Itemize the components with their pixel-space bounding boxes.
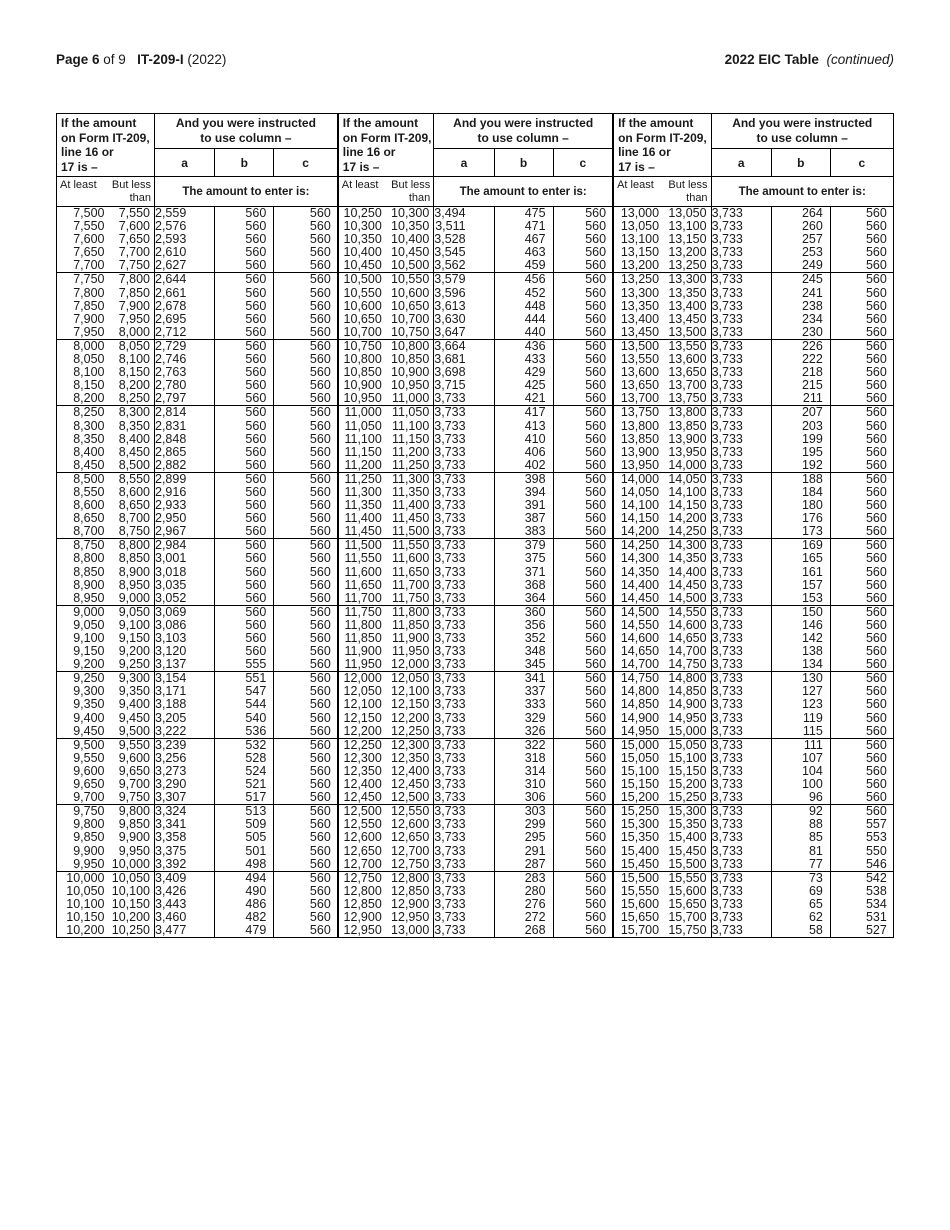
cell-a: 3,239 3,256 3,273 3,290 3,307 — [155, 738, 215, 804]
amount-to-enter-1: The amount to enter is: — [434, 177, 613, 207]
cell-c: 560 560 560 560 560 — [553, 339, 613, 405]
cell-a: 3,733 3,733 3,733 3,733 3,733 — [711, 871, 771, 937]
amount-header-1: If the amount on Form IT-209, line 16 or 17 is – — [338, 114, 434, 177]
cell-c: 560 560 560 560 560 — [274, 207, 338, 273]
cell-b: 560 560 560 560 560 — [215, 472, 274, 538]
range-subheader-0: At least But less than — [57, 177, 155, 207]
cell-at-least: 10,250 10,300 10,350 10,400 10,450 — [338, 207, 386, 273]
table-row — [57, 738, 894, 804]
cell-at-least: 13,500 13,550 13,600 13,650 13,700 — [613, 339, 663, 405]
cell-at-least: 14,000 14,050 14,100 14,150 14,200 — [613, 472, 663, 538]
cell-at-least: 12,750 12,800 12,850 12,900 12,950 — [338, 871, 386, 937]
cell-c: 560 560 560 560 560 — [553, 672, 613, 738]
cell-at-least: 13,000 13,050 13,100 13,150 13,200 — [613, 207, 663, 273]
cell-c: 560 560 560 560 560 — [274, 738, 338, 804]
column-c-header-2: c — [830, 149, 893, 177]
cell-a: 3,733 3,733 3,733 3,733 3,733 — [434, 539, 494, 605]
cell-c: 560 560 560 560 560 — [830, 738, 893, 804]
cell-b: 341 337 333 329 326 — [494, 672, 553, 738]
cell-at-least: 8,750 8,800 8,850 8,900 8,950 — [57, 539, 109, 605]
cell-b: 456 452 448 444 440 — [494, 273, 553, 339]
table-row — [57, 339, 894, 405]
column-a-header-0: a — [155, 149, 215, 177]
cell-at-least: 15,500 15,550 15,600 15,650 15,700 — [613, 871, 663, 937]
cell-b: 73 69 65 62 58 — [771, 871, 830, 937]
cell-but-less: 9,300 9,350 9,400 9,450 9,500 — [109, 672, 155, 738]
cell-b: 92 88 85 81 77 — [771, 805, 830, 871]
cell-a: 3,733 3,733 3,733 3,733 3,733 — [711, 805, 771, 871]
cell-a: 3,733 3,733 3,733 3,733 3,733 — [711, 738, 771, 804]
cell-but-less: 14,800 14,850 14,900 14,950 15,000 — [663, 672, 711, 738]
cell-b: 264 260 257 253 249 — [771, 207, 830, 273]
table-row — [57, 472, 894, 538]
cell-a: 3,154 3,171 3,188 3,205 3,222 — [155, 672, 215, 738]
cell-c: 560 560 560 560 560 — [830, 207, 893, 273]
cell-at-least: 14,750 14,800 14,850 14,900 14,950 — [613, 672, 663, 738]
table-title: 2022 EIC Table (continued) — [724, 52, 894, 67]
cell-c: 560 560 560 560 560 — [274, 805, 338, 871]
cell-at-least: 15,000 15,050 15,100 15,150 15,200 — [613, 738, 663, 804]
column-a-header-2: a — [711, 149, 771, 177]
cell-a: 2,729 2,746 2,763 2,780 2,797 — [155, 339, 215, 405]
amount-to-enter-2: The amount to enter is: — [711, 177, 893, 207]
cell-at-least: 12,500 12,550 12,600 12,650 12,700 — [338, 805, 386, 871]
cell-at-least: 7,750 7,800 7,850 7,900 7,950 — [57, 273, 109, 339]
amount-to-enter-0: The amount to enter is: — [155, 177, 338, 207]
cell-a: 3,733 3,733 3,733 3,733 3,733 — [711, 406, 771, 472]
cell-a: 3,733 3,733 3,733 3,733 3,733 — [434, 605, 494, 671]
cell-but-less: 15,050 15,100 15,150 15,200 15,250 — [663, 738, 711, 804]
cell-c: 560 560 560 560 560 — [553, 605, 613, 671]
cell-but-less: 11,050 11,100 11,150 11,200 11,250 — [386, 406, 434, 472]
cell-but-less: 9,800 9,850 9,900 9,950 10,000 — [109, 805, 155, 871]
cell-but-less: 9,050 9,100 9,150 9,200 9,250 — [109, 605, 155, 671]
cell-c: 560 560 560 560 560 — [830, 472, 893, 538]
cell-but-less: 14,300 14,350 14,400 14,450 14,500 — [663, 539, 711, 605]
cell-but-less: 13,300 13,350 13,400 13,450 13,500 — [663, 273, 711, 339]
cell-c: 560 560 560 560 560 — [274, 273, 338, 339]
instructed-header-1: And you were instructed to use column – — [434, 114, 613, 149]
cell-but-less: 13,550 13,600 13,650 13,700 13,750 — [663, 339, 711, 405]
column-b-header-2: b — [771, 149, 830, 177]
cell-at-least: 15,250 15,300 15,350 15,400 15,450 — [613, 805, 663, 871]
cell-b: 532 528 524 521 517 — [215, 738, 274, 804]
cell-at-least: 12,250 12,300 12,350 12,400 12,450 — [338, 738, 386, 804]
cell-at-least: 9,000 9,050 9,100 9,150 9,200 — [57, 605, 109, 671]
cell-at-least: 9,250 9,300 9,350 9,400 9,450 — [57, 672, 109, 738]
cell-a: 3,664 3,681 3,698 3,715 3,733 — [434, 339, 494, 405]
cell-c: 560 557 553 550 546 — [830, 805, 893, 871]
cell-c: 560 560 560 560 560 — [274, 539, 338, 605]
instructed-header-2: And you were instructed to use column – — [711, 114, 893, 149]
column-b-header-0: b — [215, 149, 274, 177]
cell-but-less: 8,050 8,100 8,150 8,200 8,250 — [109, 339, 155, 405]
cell-a: 3,494 3,511 3,528 3,545 3,562 — [434, 207, 494, 273]
cell-but-less: 15,550 15,600 15,650 15,700 15,750 — [663, 871, 711, 937]
cell-b: 560 560 560 560 560 — [215, 273, 274, 339]
cell-c: 560 560 560 560 560 — [830, 273, 893, 339]
cell-b: 494 490 486 482 479 — [215, 871, 274, 937]
cell-b: 245 241 238 234 230 — [771, 273, 830, 339]
cell-but-less: 13,800 13,850 13,900 13,950 14,000 — [663, 406, 711, 472]
cell-a: 3,733 3,733 3,733 3,733 3,733 — [711, 605, 771, 671]
cell-b: 436 433 429 425 421 — [494, 339, 553, 405]
cell-b: 188 184 180 176 173 — [771, 472, 830, 538]
column-c-header-1: c — [553, 149, 613, 177]
cell-at-least: 12,000 12,050 12,100 12,150 12,200 — [338, 672, 386, 738]
form-id: IT-209-I — [137, 52, 184, 67]
column-a-header-1: a — [434, 149, 494, 177]
cell-c: 560 560 560 560 560 — [274, 406, 338, 472]
cell-b: 322 318 314 310 306 — [494, 738, 553, 804]
cell-b: 130 127 123 119 115 — [771, 672, 830, 738]
range-subheader-1: At least But less than — [338, 177, 434, 207]
cell-but-less: 7,550 7,600 7,650 7,700 7,750 — [109, 207, 155, 273]
cell-b: 513 509 505 501 498 — [215, 805, 274, 871]
cell-b: 207 203 199 195 192 — [771, 406, 830, 472]
cell-b: 560 560 560 560 560 — [215, 207, 274, 273]
cell-b: 475 471 467 463 459 — [494, 207, 553, 273]
column-c-header-0: c — [274, 149, 338, 177]
table-row — [57, 207, 894, 273]
cell-a: 3,069 3,086 3,103 3,120 3,137 — [155, 605, 215, 671]
cell-but-less: 12,800 12,850 12,900 12,950 13,000 — [386, 871, 434, 937]
cell-c: 560 560 560 560 560 — [553, 871, 613, 937]
page-header — [56, 52, 894, 72]
table-row — [57, 406, 894, 472]
cell-b: 551 547 544 540 536 — [215, 672, 274, 738]
cell-at-least: 8,000 8,050 8,100 8,150 8,200 — [57, 339, 109, 405]
cell-at-least: 9,750 9,800 9,850 9,900 9,950 — [57, 805, 109, 871]
cell-c: 560 560 560 560 560 — [553, 207, 613, 273]
cell-at-least: 11,750 11,800 11,850 11,900 11,950 — [338, 605, 386, 671]
cell-at-least: 11,000 11,050 11,100 11,150 11,200 — [338, 406, 386, 472]
cell-but-less: 7,800 7,850 7,900 7,950 8,000 — [109, 273, 155, 339]
table-row — [57, 805, 894, 871]
cell-a: 3,733 3,733 3,733 3,733 3,733 — [434, 472, 494, 538]
cell-but-less: 14,050 14,100 14,150 14,200 14,250 — [663, 472, 711, 538]
cell-c: 560 560 560 560 560 — [830, 605, 893, 671]
cell-b: 560 560 560 560 560 — [215, 539, 274, 605]
cell-at-least: 13,750 13,800 13,850 13,900 13,950 — [613, 406, 663, 472]
cell-at-least: 11,500 11,550 11,600 11,650 11,700 — [338, 539, 386, 605]
cell-b: 360 356 352 348 345 — [494, 605, 553, 671]
cell-at-least: 8,250 8,300 8,350 8,400 8,450 — [57, 406, 109, 472]
cell-at-least: 10,000 10,050 10,100 10,150 10,200 — [57, 871, 109, 937]
cell-b: 398 394 391 387 383 — [494, 472, 553, 538]
cell-a: 2,984 3,001 3,018 3,035 3,052 — [155, 539, 215, 605]
cell-a: 3,733 3,733 3,733 3,733 3,733 — [711, 273, 771, 339]
cell-a: 3,579 3,596 3,613 3,630 3,647 — [434, 273, 494, 339]
cell-c: 560 560 560 560 560 — [274, 339, 338, 405]
cell-c: 560 560 560 560 560 — [274, 672, 338, 738]
cell-at-least: 9,500 9,550 9,600 9,650 9,700 — [57, 738, 109, 804]
cell-c: 560 560 560 560 560 — [274, 871, 338, 937]
column-b-header-1: b — [494, 149, 553, 177]
cell-c: 560 560 560 560 560 — [830, 672, 893, 738]
cell-b: 379 375 371 368 364 — [494, 539, 553, 605]
cell-a: 2,559 2,576 2,593 2,610 2,627 — [155, 207, 215, 273]
cell-b: 169 165 161 157 153 — [771, 539, 830, 605]
cell-a: 3,409 3,426 3,443 3,460 3,477 — [155, 871, 215, 937]
cell-a: 3,733 3,733 3,733 3,733 3,733 — [434, 406, 494, 472]
instructed-header-0: And you were instructed to use column – — [155, 114, 338, 149]
cell-a: 2,644 2,661 2,678 2,695 2,712 — [155, 273, 215, 339]
eic-table — [56, 113, 894, 938]
cell-a: 3,733 3,733 3,733 3,733 3,733 — [711, 672, 771, 738]
cell-but-less: 15,300 15,350 15,400 15,450 15,500 — [663, 805, 711, 871]
cell-a: 2,814 2,831 2,848 2,865 2,882 — [155, 406, 215, 472]
cell-b: 226 222 218 215 211 — [771, 339, 830, 405]
cell-b: 560 560 560 560 560 — [215, 406, 274, 472]
cell-but-less: 14,550 14,600 14,650 14,700 14,750 — [663, 605, 711, 671]
cell-but-less: 11,800 11,850 11,900 11,950 12,000 — [386, 605, 434, 671]
table-row — [57, 273, 894, 339]
cell-b: 150 146 142 138 134 — [771, 605, 830, 671]
cell-at-least: 14,500 14,550 14,600 14,650 14,700 — [613, 605, 663, 671]
cell-c: 560 560 560 560 560 — [830, 339, 893, 405]
cell-c: 560 560 560 560 560 — [830, 406, 893, 472]
cell-b: 417 413 410 406 402 — [494, 406, 553, 472]
table-row — [57, 605, 894, 671]
cell-a: 3,733 3,733 3,733 3,733 3,733 — [711, 339, 771, 405]
cell-c: 560 560 560 560 560 — [274, 472, 338, 538]
table-row — [57, 871, 894, 937]
cell-a: 3,733 3,733 3,733 3,733 3,733 — [711, 207, 771, 273]
cell-b: 560 560 560 560 555 — [215, 605, 274, 671]
page-number: Page 6 of 9 IT-209-I (2022) — [56, 52, 227, 67]
cell-a: 3,733 3,733 3,733 3,733 3,733 — [711, 472, 771, 538]
cell-c: 560 560 560 560 560 — [553, 406, 613, 472]
table-row — [57, 539, 894, 605]
amount-header-0: If the amount on Form IT-209, line 16 or 17 is – — [57, 114, 155, 177]
cell-but-less: 9,550 9,600 9,650 9,700 9,750 — [109, 738, 155, 804]
cell-b: 560 560 560 560 560 — [215, 339, 274, 405]
cell-c: 560 560 560 560 560 — [274, 605, 338, 671]
cell-at-least: 14,250 14,300 14,350 14,400 14,450 — [613, 539, 663, 605]
range-subheader-2: At least But less than — [613, 177, 711, 207]
cell-a: 2,899 2,916 2,933 2,950 2,967 — [155, 472, 215, 538]
cell-b: 283 280 276 272 268 — [494, 871, 553, 937]
cell-a: 3,733 3,733 3,733 3,733 3,733 — [434, 871, 494, 937]
cell-a: 3,733 3,733 3,733 3,733 3,733 — [711, 539, 771, 605]
cell-at-least: 7,500 7,550 7,600 7,650 7,700 — [57, 207, 109, 273]
cell-c: 542 538 534 531 527 — [830, 871, 893, 937]
cell-but-less: 10,800 10,850 10,900 10,950 11,000 — [386, 339, 434, 405]
cell-at-least: 10,750 10,800 10,850 10,900 10,950 — [338, 339, 386, 405]
cell-but-less: 8,800 8,850 8,900 8,950 9,000 — [109, 539, 155, 605]
cell-c: 560 560 560 560 560 — [553, 273, 613, 339]
cell-a: 3,733 3,733 3,733 3,733 3,733 — [434, 738, 494, 804]
cell-but-less: 12,050 12,100 12,150 12,200 12,250 — [386, 672, 434, 738]
cell-but-less: 10,300 10,350 10,400 10,450 10,500 — [386, 207, 434, 273]
cell-c: 560 560 560 560 560 — [830, 539, 893, 605]
cell-but-less: 8,300 8,350 8,400 8,450 8,500 — [109, 406, 155, 472]
cell-but-less: 11,550 11,600 11,650 11,700 11,750 — [386, 539, 434, 605]
cell-c: 560 560 560 560 560 — [553, 738, 613, 804]
cell-a: 3,733 3,733 3,733 3,733 3,733 — [434, 672, 494, 738]
cell-at-least: 8,500 8,550 8,600 8,650 8,700 — [57, 472, 109, 538]
cell-but-less: 13,050 13,100 13,150 13,200 13,250 — [663, 207, 711, 273]
cell-at-least: 13,250 13,300 13,350 13,400 13,450 — [613, 273, 663, 339]
table-row — [57, 672, 894, 738]
cell-but-less: 11,300 11,350 11,400 11,450 11,500 — [386, 472, 434, 538]
cell-at-least: 10,500 10,550 10,600 10,650 10,700 — [338, 273, 386, 339]
cell-but-less: 12,300 12,350 12,400 12,450 12,500 — [386, 738, 434, 804]
cell-c: 560 560 560 560 560 — [553, 539, 613, 605]
cell-b: 303 299 295 291 287 — [494, 805, 553, 871]
cell-but-less: 8,550 8,600 8,650 8,700 8,750 — [109, 472, 155, 538]
cell-a: 3,324 3,341 3,358 3,375 3,392 — [155, 805, 215, 871]
cell-but-less: 12,550 12,600 12,650 12,700 12,750 — [386, 805, 434, 871]
cell-c: 560 560 560 560 560 — [553, 472, 613, 538]
cell-but-less: 10,050 10,100 10,150 10,200 10,250 — [109, 871, 155, 937]
cell-a: 3,733 3,733 3,733 3,733 3,733 — [434, 805, 494, 871]
cell-c: 560 560 560 560 560 — [553, 805, 613, 871]
cell-but-less: 10,550 10,600 10,650 10,700 10,750 — [386, 273, 434, 339]
cell-at-least: 11,250 11,300 11,350 11,400 11,450 — [338, 472, 386, 538]
amount-header-2: If the amount on Form IT-209, line 16 or 17 is – — [613, 114, 711, 177]
cell-b: 111 107 104 100 96 — [771, 738, 830, 804]
